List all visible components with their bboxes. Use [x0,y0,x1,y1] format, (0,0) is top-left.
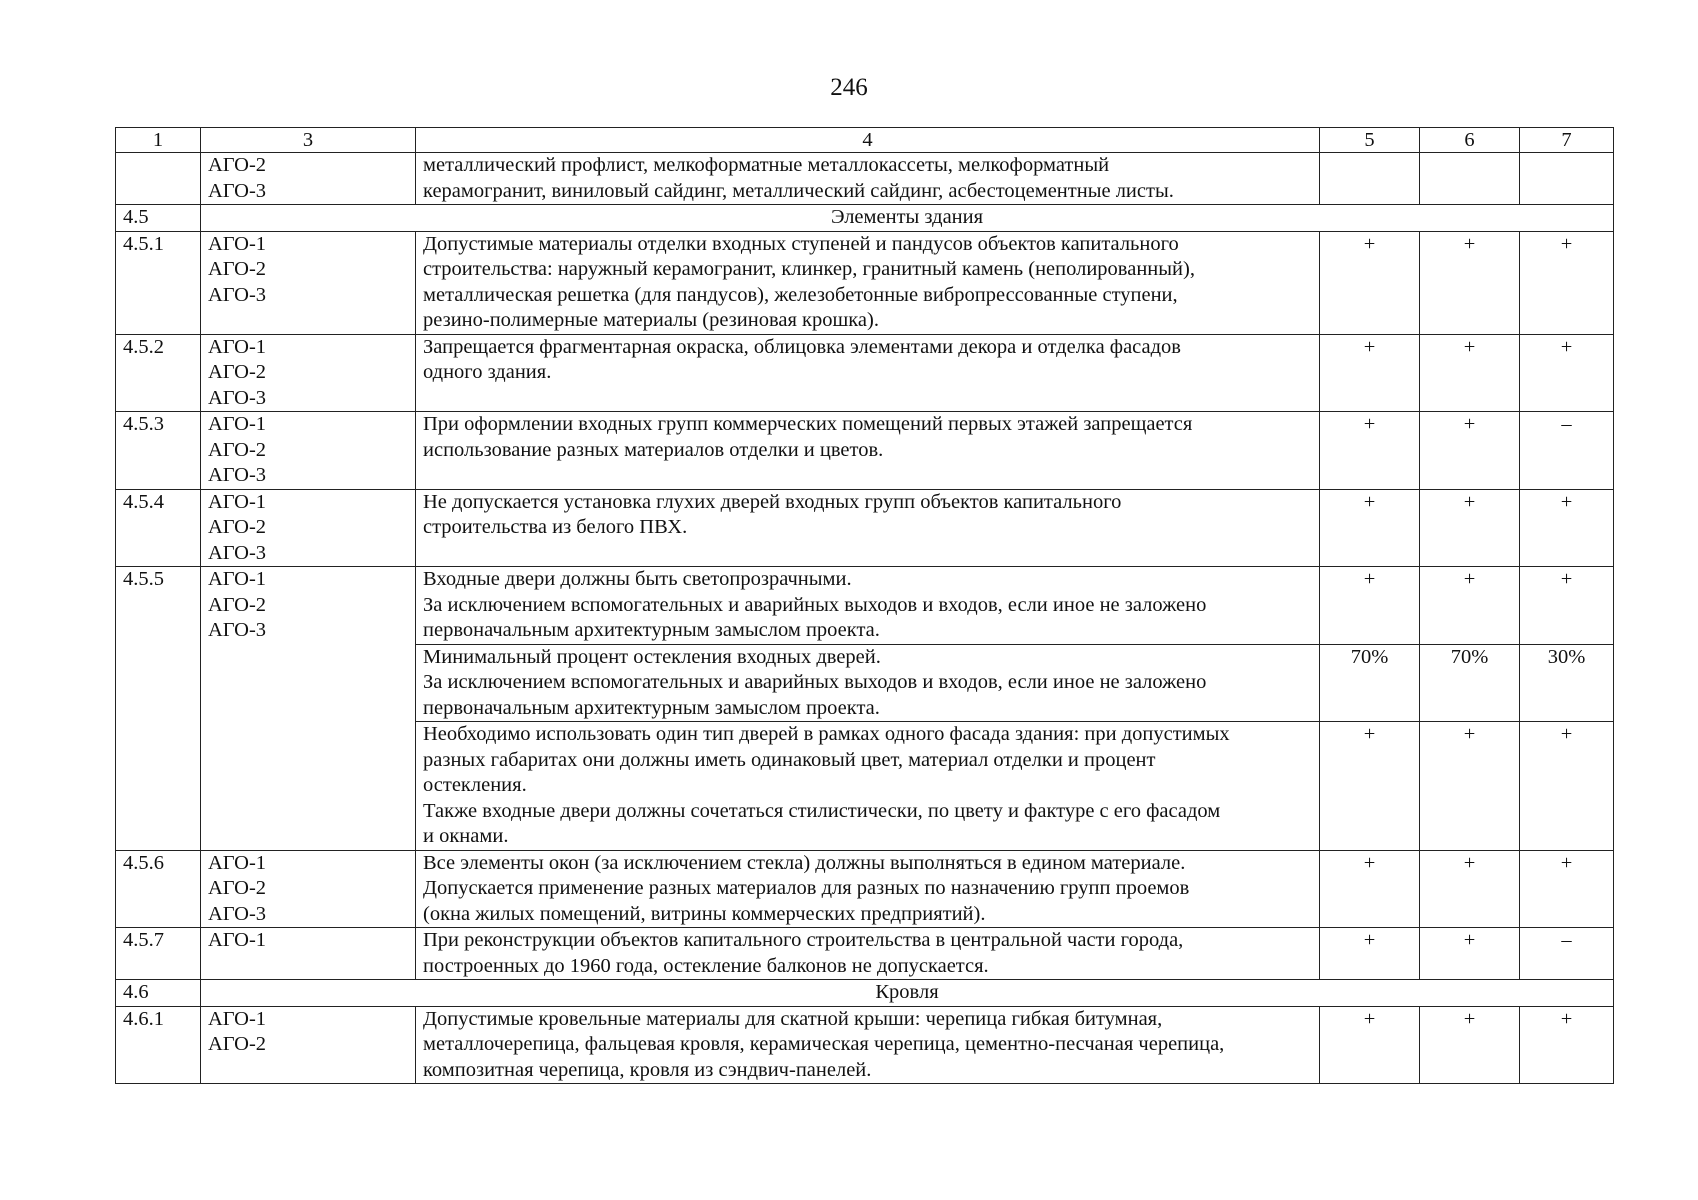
value-col-6: + [1420,412,1520,490]
item-number: 4.5.1 [116,231,201,334]
text-line: Минимальный процент остекления входных дверей. [423,645,881,668]
item-number: 4.5.2 [116,334,201,412]
header-row [116,128,1614,153]
zone-codes [201,334,416,412]
text-line: первоначальным архитектурным замыслом проекта. [423,696,880,719]
value-col-7: 30% [1520,644,1614,722]
value-col-7: + [1520,489,1614,567]
zone-code: АГО-3 [208,902,267,925]
value-col-5: + [1320,334,1420,412]
zone-code: АГО-2 [208,593,267,616]
value-col-5 [1320,153,1420,205]
text-line: Все элементы окон (за исключением стекла) должны выполняться в едином материале. [423,851,1186,874]
requirement-text [416,489,1320,567]
value-col-7: + [1520,231,1614,334]
item-number: 4.6.1 [116,1006,201,1084]
value-col-7: + [1520,850,1614,928]
text-line: Входные двери должны быть светопрозрачными. [423,568,852,590]
item-number: 4.5.4 [116,489,201,567]
value-col-5: + [1320,567,1420,645]
requirement-text [416,334,1320,412]
value-col-7: + [1520,722,1614,851]
requirement-text [416,153,1320,205]
value-col-5: + [1320,1006,1420,1084]
zone-code: АГО-1 [208,929,267,951]
value-col-5: + [1320,412,1420,490]
requirement-text [416,231,1320,334]
value-col-6: + [1420,850,1520,928]
text-line: При оформлении входных групп коммерческих помещений первых этажей запрещается [423,413,1193,435]
zone-code: АГО-3 [208,283,267,306]
header-col-1: 1 [116,128,201,153]
value-col-7: + [1520,567,1614,645]
zone-codes [201,928,416,980]
zone-code: АГО-3 [208,464,267,486]
text-line: Допустимые кровельные материалы для скатной крыши: черепица гибкая битумная, [423,1007,1163,1030]
value-col-6: + [1420,722,1520,851]
zone-codes [201,850,416,928]
value-col-5: 70% [1320,644,1420,722]
requirement-text [416,722,1320,851]
value-col-5: + [1320,928,1420,980]
header-col-5: 5 [1320,128,1420,153]
text-line: построенных до 1960 года, остекление балконов не допускается. [423,954,989,977]
header-col-3: 3 [201,128,416,153]
text-line: Запрещается фрагментарная окраска, облицовка элементами декора и отделка фасадов [423,335,1181,358]
value-col-6: 70% [1420,644,1520,722]
zone-code: АГО-1 [208,851,267,874]
table-row [116,1006,1614,1084]
value-col-6: + [1420,334,1520,412]
table-row [116,567,1614,645]
zone-code: АГО-1 [208,413,267,435]
zone-codes [201,412,416,490]
zone-codes [201,489,416,567]
section-row [116,980,1614,1007]
text-line: композитная черепица, кровля из сэндвич-панелей. [423,1058,872,1081]
value-col-6: + [1420,928,1520,980]
value-col-5: + [1320,722,1420,851]
zone-code: АГО-3 [208,619,267,641]
zone-codes [201,1006,416,1084]
zone-code: АГО-1 [208,335,267,358]
text-line: металлический профлист, мелкоформатные металлокассеты, мелкоформатный [423,154,1110,176]
text-line: За исключением вспомогательных и аварийных выходов и входов, если иное не заложено [423,593,1207,616]
section-row [116,205,1614,232]
section-title: Кровля [201,980,1614,1007]
text-line: резино-полимерные материалы (резиновая крошка). [423,309,879,331]
text-line: и окнами. [423,825,509,847]
zone-code: АГО-2 [208,154,267,176]
text-line: Допускается применение разных материалов для разных по назначению групп проемов [423,877,1190,899]
requirement-text [416,567,1320,645]
text-line: Не допускается установка глухих дверей входных групп объектов капитального [423,490,1122,513]
page-number: 246 [830,74,868,101]
requirement-text [416,928,1320,980]
text-line: Также входные двери должны сочетаться стилистически, по цвету и фактуре с его фасадом [423,799,1221,822]
zone-code: АГО-2 [208,258,267,280]
requirements-table [115,127,1614,1084]
text-line: строительства из белого ПВХ. [423,516,688,538]
zone-code: АГО-1 [208,568,267,590]
section-title: Элементы здания [201,205,1614,232]
text-line: За исключением вспомогательных и аварийных выходов и входов, если иное не заложено [423,671,1207,693]
zone-code: АГО-3 [208,541,267,564]
zone-code: АГО-2 [208,877,267,899]
value-col-7: + [1520,334,1614,412]
text-line: одного здания. [423,361,552,383]
zone-code: АГО-1 [208,490,267,513]
header-col-6: 6 [1420,128,1520,153]
requirement-text [416,644,1320,722]
text-line: металлочерепица, фальцевая кровля, керамическая черепица, цементно-песчаная черепица, [423,1033,1225,1055]
text-line: использование разных материалов отделки и цветов. [423,438,884,461]
text-line: первоначальным архитектурным замыслом проекта. [423,619,880,641]
text-line: Необходимо использовать один тип дверей в рамках одного фасада здания: при допустимых [423,723,1230,745]
value-col-7: + [1520,1006,1614,1084]
item-number: 4.5.6 [116,850,201,928]
requirement-text [416,412,1320,490]
text-line: разных габаритах они должны иметь одинаковый цвет, материал отделки и процент [423,748,1156,771]
table-row [116,231,1614,334]
item-number: 4.5.7 [116,928,201,980]
table-row [116,928,1614,980]
item-number [116,153,201,205]
header-col-7: 7 [1520,128,1614,153]
header-col-4: 4 [416,128,1320,153]
zone-codes [201,567,416,851]
zone-codes [201,231,416,334]
text-line: металлическая решетка (для пандусов), железобетонные вибропрессованные ступени, [423,283,1178,306]
value-col-5: + [1320,231,1420,334]
zone-code: АГО-1 [208,1007,267,1030]
text-line: (окна жилых помещений, витрины коммерческих предприятий). [423,902,986,925]
text-line: строительства: наружный керамогранит, клинкер, гранитный камень (неполированный), [423,258,1195,280]
zone-code: АГО-3 [208,179,267,202]
zone-code: АГО-2 [208,1033,267,1055]
item-number: 4.5.5 [116,567,201,851]
table-row [116,334,1614,412]
table-row [116,489,1614,567]
section-number: 4.6 [116,980,201,1007]
zone-codes [201,153,416,205]
zone-code: АГО-3 [208,386,267,409]
value-col-7 [1520,153,1614,205]
item-number: 4.5.3 [116,412,201,490]
section-number: 4.5 [116,205,201,232]
value-col-7: – [1520,928,1614,980]
requirement-text [416,1006,1320,1084]
value-col-6: + [1420,1006,1520,1084]
table-row [116,153,1614,205]
text-line: остекления. [423,774,527,796]
text-line: керамогранит, виниловый сайдинг, металлический сайдинг, асбестоцементные листы. [423,179,1174,202]
value-col-6 [1420,153,1520,205]
table-row [116,850,1614,928]
zone-code: АГО-2 [208,516,267,538]
requirement-text [416,850,1320,928]
text-line: Допустимые материалы отделки входных ступеней и пандусов объектов капитального [423,232,1179,255]
zone-code: АГО-1 [208,232,267,255]
zone-code: АГО-2 [208,361,267,383]
value-col-6: + [1420,489,1520,567]
zone-code: АГО-2 [208,438,267,461]
value-col-7: – [1520,412,1614,490]
value-col-6: + [1420,567,1520,645]
value-col-5: + [1320,850,1420,928]
text-line: При реконструкции объектов капитального строительства в центральной части города, [423,929,1184,951]
table-row [116,412,1614,490]
value-col-6: + [1420,231,1520,334]
value-col-5: + [1320,489,1420,567]
